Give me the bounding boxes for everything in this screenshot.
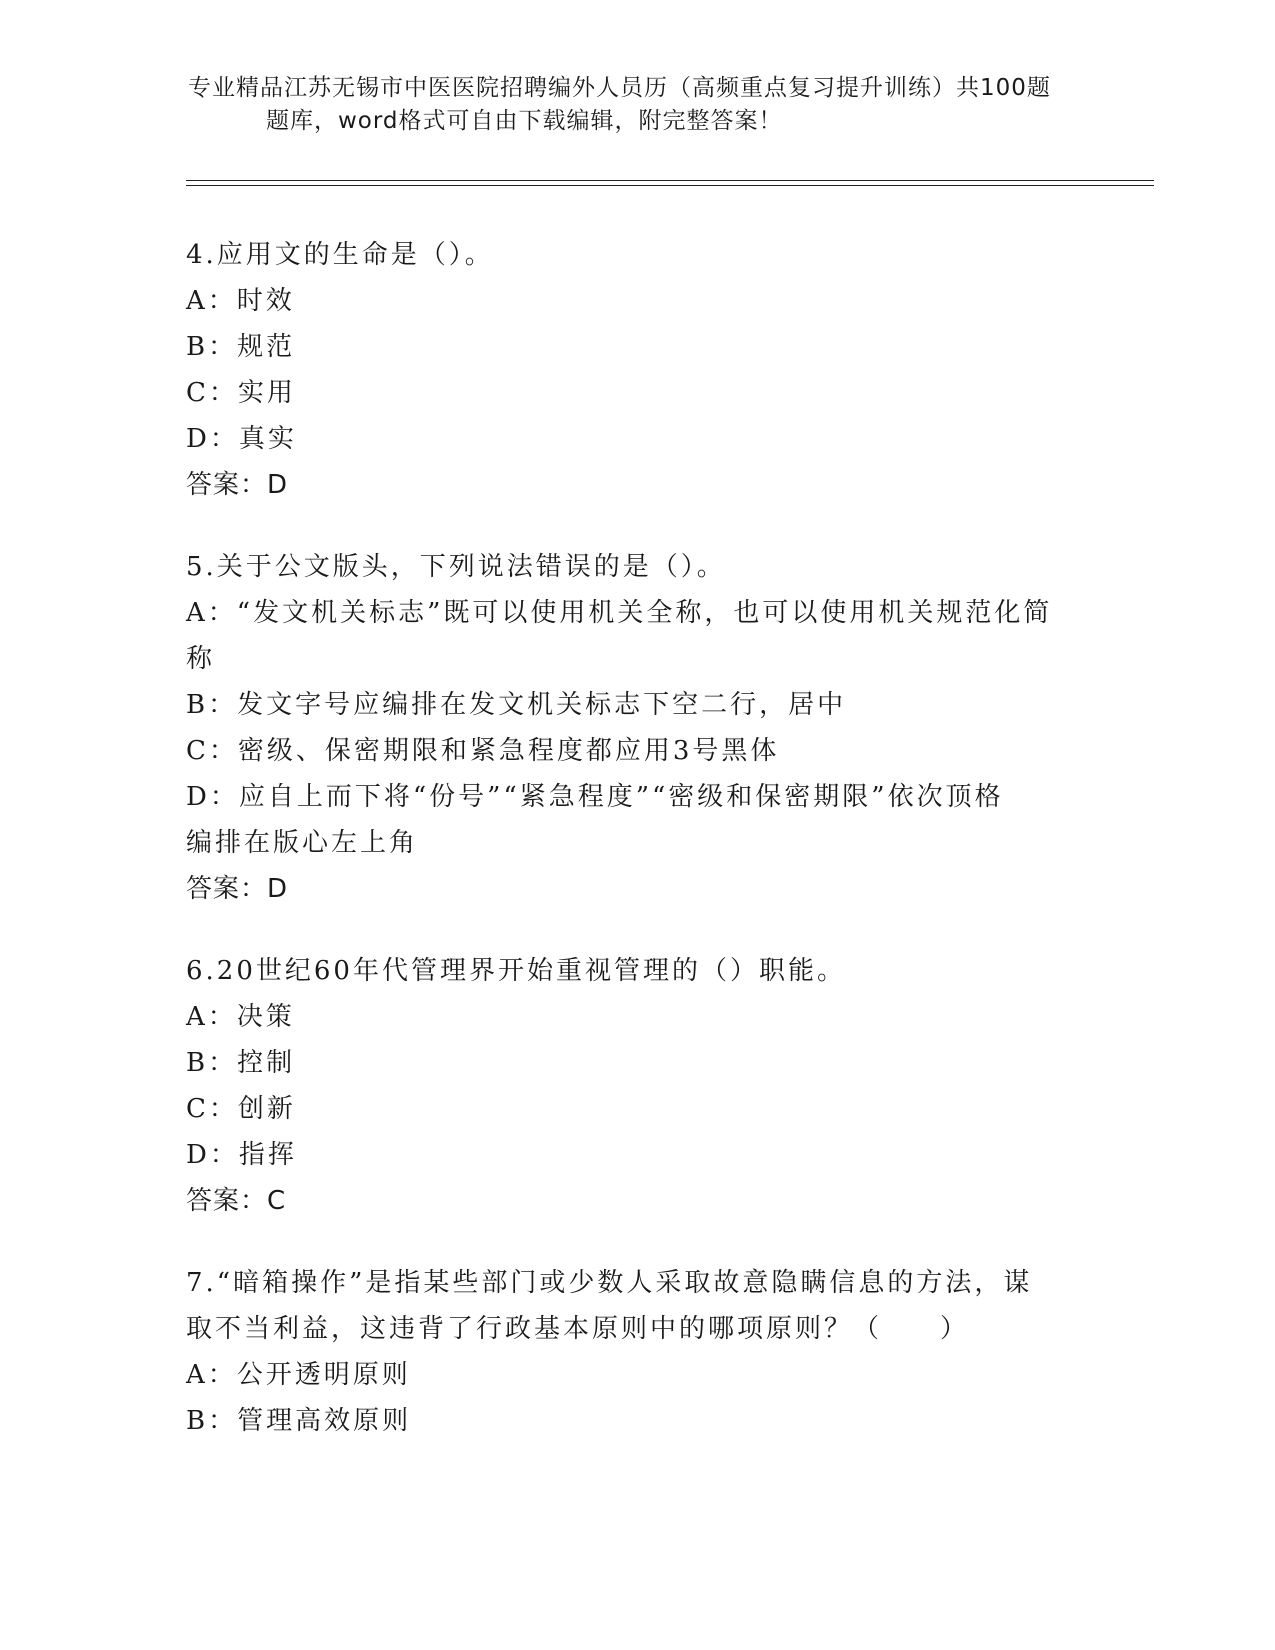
option-text: B：控制 (186, 1048, 296, 1078)
answer-line: 答案：C (186, 1186, 287, 1216)
option-text: B：管理高效原则 (186, 1406, 412, 1436)
option-text: D：应自上而下将“份号”“紧急程度”“密级和保密期限”依次顶格 (186, 782, 1004, 812)
question-block (186, 232, 1086, 508)
question-stem: 4.应用文的生命是（）。 (186, 240, 494, 270)
option-text: B：规范 (186, 332, 296, 362)
question-block (186, 1260, 1086, 1444)
option-text: C：实用 (186, 378, 296, 408)
question-list (186, 232, 1086, 1480)
option-text: A：时效 (186, 286, 295, 316)
header-title-line-2: 题库，word格式可自由下载编辑，附完整答案！ (266, 108, 783, 134)
option-text: A：决策 (186, 1002, 295, 1032)
question-stem: 6.20世纪60年代管理界开始重视管理的（）职能。 (186, 956, 846, 986)
document-header (188, 72, 1088, 138)
question-block (186, 948, 1086, 1224)
question-stem: 取不当利益，这违背了行政基本原则中的哪项原则？（ ） (186, 1314, 970, 1344)
question-stem: 7.“暗箱操作”是指某些部门或少数人采取故意隐瞒信息的方法，谋 (186, 1268, 1033, 1298)
header-rule-bottom (186, 185, 1154, 186)
answer-line: 答案：D (186, 470, 289, 500)
option-text: B：发文字号应编排在发文机关标志下空二行，居中 (186, 690, 847, 720)
header-rule-top (186, 180, 1154, 181)
option-text: A：公开透明原则 (186, 1360, 411, 1390)
answer-line: 答案：D (186, 874, 289, 904)
option-text: C：密级、保密期限和紧急程度都应用3号黑体 (186, 736, 780, 766)
option-text: 称 (186, 644, 216, 674)
option-text: D：真实 (186, 424, 297, 454)
header-title-line-1: 专业精品江苏无锡市中医医院招聘编外人员历（高频重点复习提升训练）共100题 (188, 75, 1051, 101)
option-text: D：指挥 (186, 1140, 297, 1170)
question-stem: 5.关于公文版头，下列说法错误的是（）。 (186, 552, 726, 582)
option-text: 编排在版心左上角 (186, 828, 419, 858)
option-text: C：创新 (186, 1094, 296, 1124)
question-block (186, 544, 1086, 912)
option-text: A：“发文机关标志”既可以使用机关全称，也可以使用机关规范化简 (186, 598, 1053, 628)
